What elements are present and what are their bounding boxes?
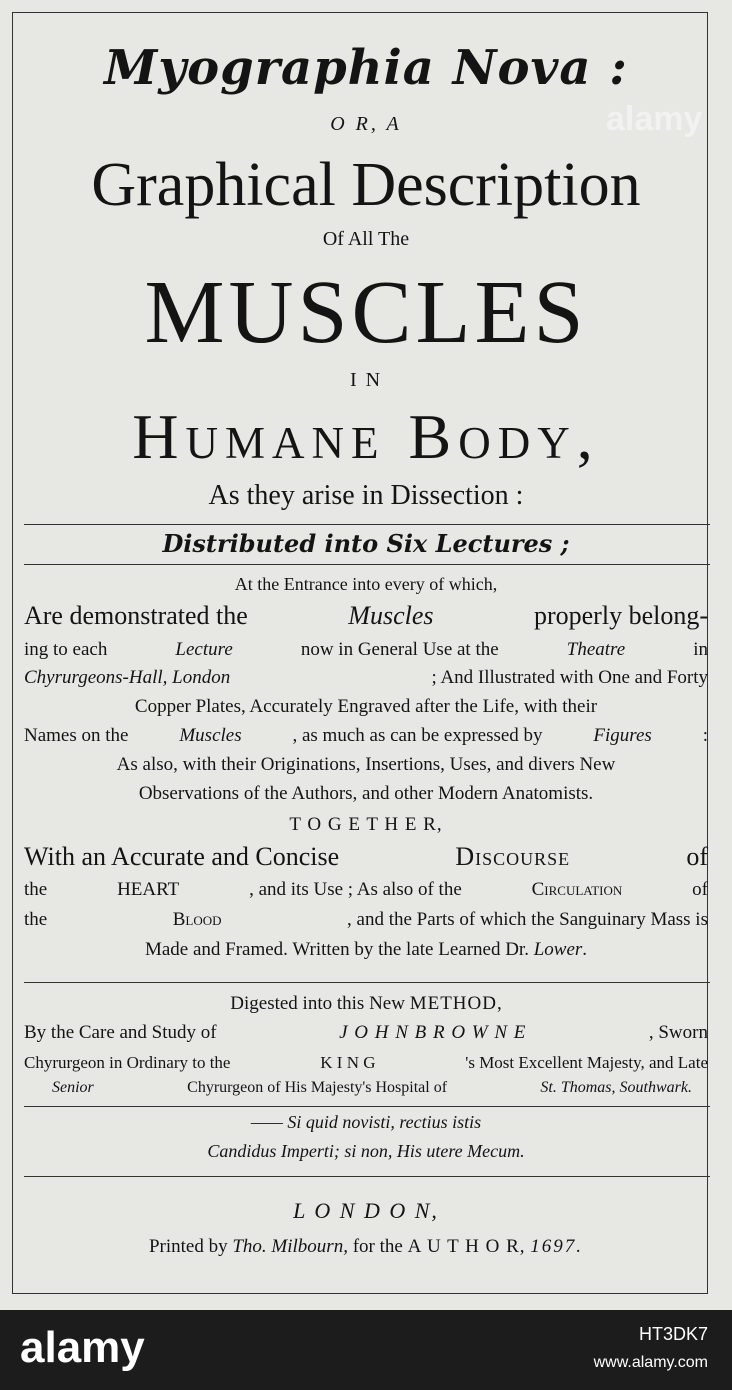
text-span: K I N G [320,1053,376,1072]
title-line-in: I N [349,369,383,391]
rule-4 [24,1106,710,1107]
text-span-italic: St. Thomas, Southwark. [540,1079,692,1096]
body-line-12 [24,910,708,929]
text-span-italic: Senior [52,1079,94,1096]
title-line-graphical: Graphical Description [91,151,641,219]
text-span-italic: Muscles [348,601,434,630]
printer-name: Tho. Milbourn, [232,1236,348,1257]
text-span: now in General Use at the [300,639,499,660]
imprint-year: 1697. [530,1236,584,1257]
text-span: HEART [117,879,180,900]
author-line-2 [24,1023,708,1042]
text-span-italic: Chyrurgeons-Hall, London [24,667,231,688]
stock-photo-bar [0,1310,732,1390]
text-span: Printed by [148,1236,228,1257]
body-line-1: At the Entrance into every of which, [234,574,498,594]
text-span: , Sworn [648,1022,708,1043]
body-line-together: T O G E T H E R, [289,814,443,835]
text-span: , and its Use ; As also of the [249,879,462,900]
text-span: Names on the [24,725,129,746]
text-span: METHOD [409,993,497,1014]
author-line-1 [0,994,732,1013]
text-span: ; And Illustrated with One and Forty [431,667,708,688]
rule-3 [24,982,710,983]
text-span-italic: Lecture [175,639,233,660]
title-line-myographia: Myographia Nova : [104,40,628,96]
title-line-or-a: O R, A [330,113,402,135]
body-line-13 [0,940,732,959]
text-span: of [692,879,708,900]
body-line-4 [24,668,708,687]
text-span: for the [352,1236,403,1257]
body-line-2 [24,603,708,629]
text-span: : [702,725,708,746]
body-line-3 [24,640,708,659]
body-line-6 [24,726,708,745]
text-span: Made and Framed. Written by the late Learned Dr. [144,939,529,960]
text-span-smallcaps: Blood [172,909,222,930]
text-span: A U T H O R, [407,1236,526,1257]
text-span-smallcaps: Discourse [455,842,571,871]
text-span: , as much as can be expressed by [292,725,543,746]
text-span-italic: Lower [533,939,583,960]
author-line-4 [52,1080,692,1096]
text-span: . [582,939,588,960]
text-span-italic: Muscles [179,725,242,746]
motto-line-1: —— Si quid novisti, rectius istis [250,1112,482,1132]
text-span: the [24,909,48,930]
alamy-logo: alamy [20,1323,145,1372]
title-line-of-all: Of All The [322,228,410,250]
body-line-7: As also, with their Originations, Insertions, Uses, and divers New [116,754,616,775]
author-line-3 [24,1054,708,1071]
body-line-5: Copper Plates, Accurately Engraved after the Life, with their [134,696,598,717]
motto-line-2: Candidus Imperti; si non, His utere Mecum. [207,1141,525,1161]
text-span: Are demonstrated the [24,601,248,630]
watermark-top: alamy [606,100,703,138]
text-span: Digested into this New [230,993,405,1014]
imprint-london: L O N D O N, [293,1198,439,1223]
text-span-italic: Theatre [566,639,626,660]
site-url: www.alamy.com [593,1354,708,1371]
author-name: J O H N B R O W N E [339,1022,527,1043]
title-line-humane-body: Humane Body, [132,401,600,472]
text-span: ing to each [24,639,108,660]
text-span: of [686,842,708,871]
rule-2 [24,564,710,565]
text-span: , [496,993,502,1014]
title-line-muscles: MUSCLES [144,263,588,362]
text-span: Chyrurgeon in Ordinary to the [24,1053,231,1072]
title-line-as-they-arise: As they arise in Dissection : [208,480,524,511]
text-span: the [24,879,48,900]
text-span-smallcaps: Circulation [531,879,623,900]
text-span: in [693,639,708,660]
title-line-distributed: Distributed into Six Lectures ; [162,529,570,558]
text-span-italic: Figures [593,725,652,746]
text-span: 's Most Excellent Majesty, and Late [465,1053,708,1072]
text-span: With an Accurate and Concise [24,842,340,871]
body-line-11 [24,880,708,899]
body-line-8: Observations of the Authors, and other Modern Anatomists. [138,783,594,804]
text-span: Chyrurgeon of His Majesty's Hospital of [187,1079,448,1096]
text-span: , and the Parts of which the Sanguinary Mass is [347,909,708,930]
image-id: HT3DK7 [638,1324,708,1344]
rule-5 [24,1176,710,1177]
text-span: properly belong- [533,601,708,630]
rule-1 [24,524,710,525]
body-line-10 [24,844,708,870]
text-span: By the Care and Study of [24,1022,217,1043]
imprint-printed-by [0,1237,732,1256]
